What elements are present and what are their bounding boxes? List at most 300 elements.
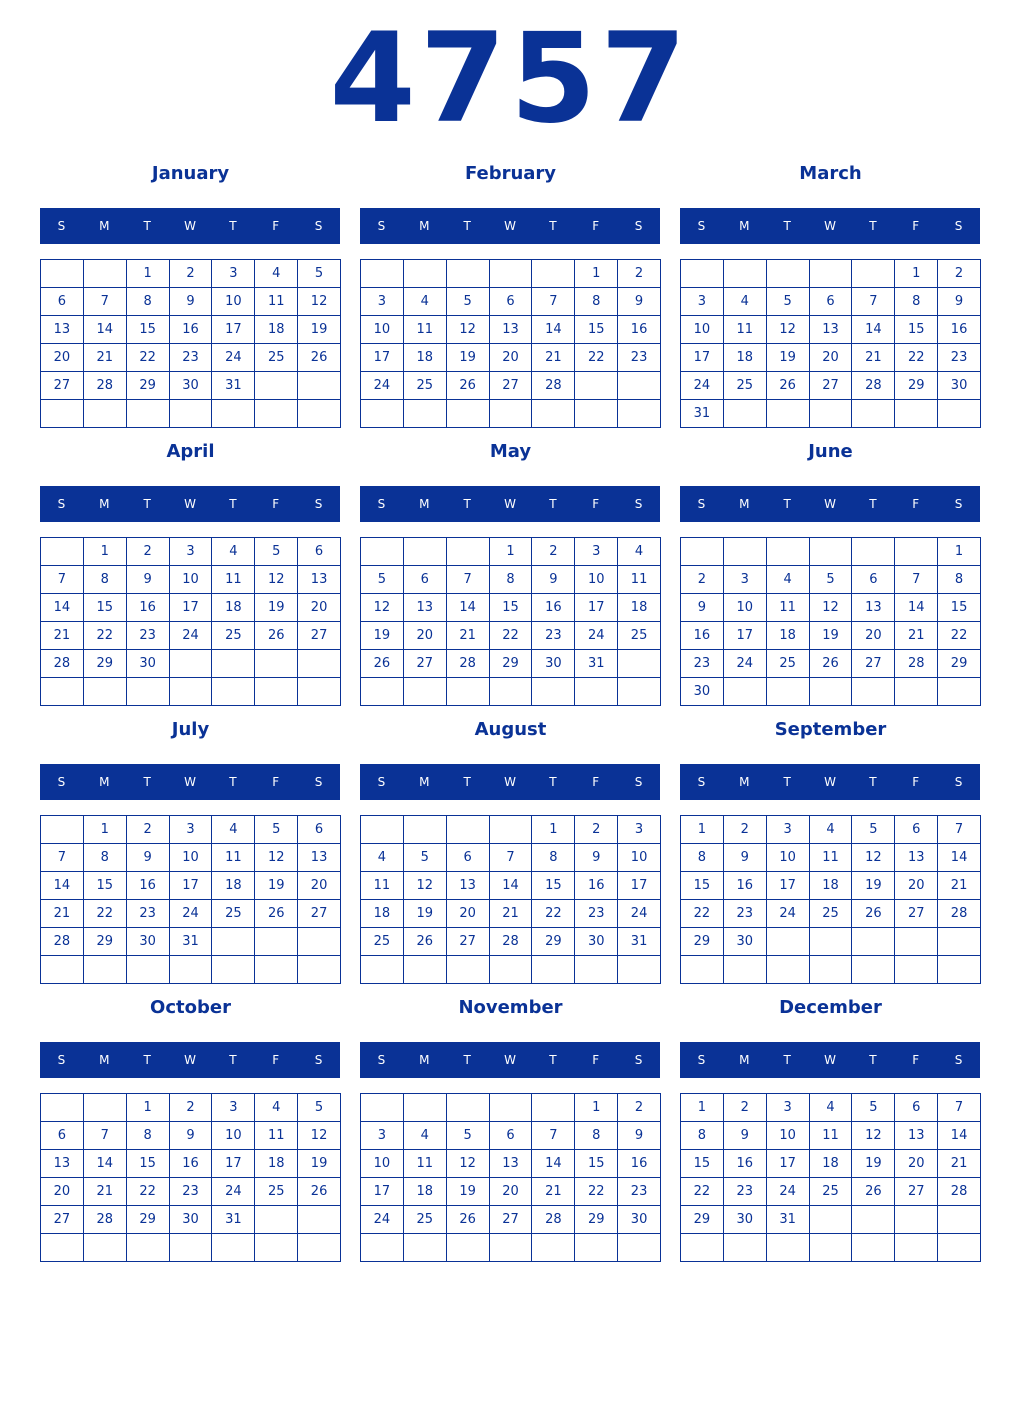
empty-cell [404,400,447,428]
day-grid [40,537,341,706]
day-cell: 23 [681,650,724,678]
weekday-label: W [504,775,516,789]
day-cell: 18 [810,872,853,900]
day-cell: 16 [127,872,170,900]
empty-cell [575,678,618,706]
year-title: 4757 [329,7,691,151]
day-cell: 28 [938,900,981,928]
day-cell: 10 [724,594,767,622]
day-cell: 7 [895,566,938,594]
day-cell: 14 [938,1122,981,1150]
empty-cell [575,372,618,400]
empty-cell [575,956,618,984]
day-cell: 14 [895,594,938,622]
empty-cell [255,678,298,706]
weekday-label: T [463,219,471,233]
day-cell: 24 [212,1178,255,1206]
empty-cell [895,1234,938,1262]
empty-cell [810,956,853,984]
day-cell: 22 [575,1178,618,1206]
day-cell: 4 [212,816,255,844]
empty-cell [810,538,853,566]
day-cell: 22 [938,622,981,650]
weekday-label: F [272,219,280,233]
day-cell: 26 [298,344,341,372]
weekday-label: S [954,1053,963,1067]
day-cell: 9 [618,1122,661,1150]
day-cell: 24 [724,650,767,678]
weekday-label: T [143,1053,151,1067]
weekday-header [360,208,660,244]
day-cell: 16 [724,872,767,900]
day-cell: 23 [127,622,170,650]
month-name: December [779,997,882,1018]
empty-cell [532,678,575,706]
day-cell: 31 [212,372,255,400]
day-cell: 16 [170,1150,213,1178]
empty-cell [41,260,84,288]
day-cell: 1 [84,816,127,844]
day-cell: 13 [41,316,84,344]
empty-cell [127,956,170,984]
day-cell: 30 [681,678,724,706]
day-cell: 14 [532,316,575,344]
day-cell: 29 [681,928,724,956]
day-cell: 13 [404,594,447,622]
day-cell: 4 [767,566,810,594]
weekday-label: T [229,497,237,511]
day-cell: 28 [84,1206,127,1234]
day-cell: 22 [84,900,127,928]
weekday-label: T [869,1053,877,1067]
day-cell: 5 [852,816,895,844]
day-cell: 10 [170,566,213,594]
day-cell: 4 [618,538,661,566]
weekday-label: S [634,775,643,789]
day-cell: 28 [895,650,938,678]
day-cell: 14 [490,872,533,900]
day-cell: 24 [618,900,661,928]
weekday-label: S [634,497,643,511]
empty-cell [212,956,255,984]
empty-cell [361,678,404,706]
empty-cell [724,956,767,984]
day-cell: 19 [255,594,298,622]
empty-cell [255,400,298,428]
weekday-label: T [463,497,471,511]
weekday-label: T [229,775,237,789]
weekday-label: W [824,219,836,233]
day-cell: 18 [767,622,810,650]
day-grid [360,259,661,428]
empty-cell [447,1094,490,1122]
day-cell: 5 [447,288,490,316]
weekday-label: M [99,219,110,233]
day-cell: 21 [532,344,575,372]
day-cell: 22 [575,344,618,372]
day-cell: 13 [852,594,895,622]
day-cell: 30 [170,372,213,400]
day-cell: 8 [127,288,170,316]
day-cell: 12 [298,288,341,316]
day-cell: 29 [895,372,938,400]
day-cell: 1 [895,260,938,288]
day-cell: 8 [127,1122,170,1150]
day-grid [680,1093,981,1262]
day-cell: 31 [681,400,724,428]
empty-cell [298,1234,341,1262]
month-name: March [799,163,862,184]
day-cell: 24 [361,372,404,400]
day-cell: 16 [127,594,170,622]
day-cell: 2 [618,1094,661,1122]
empty-cell [170,956,213,984]
day-cell: 8 [681,844,724,872]
day-cell: 3 [575,538,618,566]
day-cell: 5 [404,844,447,872]
weekday-label: T [143,219,151,233]
day-cell: 10 [767,844,810,872]
empty-cell [490,260,533,288]
day-cell: 25 [255,344,298,372]
day-cell: 23 [127,900,170,928]
day-cell: 6 [404,566,447,594]
empty-cell [84,260,127,288]
empty-cell [810,260,853,288]
day-cell: 6 [41,288,84,316]
day-cell: 1 [490,538,533,566]
day-cell: 20 [895,872,938,900]
weekday-header [40,208,340,244]
day-cell: 18 [255,1150,298,1178]
day-cell: 4 [404,288,447,316]
day-cell: 18 [404,1178,447,1206]
day-cell: 20 [298,594,341,622]
day-cell: 28 [41,650,84,678]
day-cell: 27 [404,650,447,678]
day-cell: 9 [938,288,981,316]
day-cell: 24 [361,1206,404,1234]
day-cell: 4 [404,1122,447,1150]
day-cell: 18 [724,344,767,372]
weekday-label: T [143,497,151,511]
empty-cell [852,678,895,706]
weekday-label: T [549,497,557,511]
day-cell: 8 [575,288,618,316]
day-cell: 2 [127,816,170,844]
empty-cell [810,1234,853,1262]
day-cell: 17 [575,594,618,622]
empty-cell [41,400,84,428]
day-cell: 16 [575,872,618,900]
day-cell: 19 [404,900,447,928]
day-cell: 13 [895,1122,938,1150]
day-cell: 2 [938,260,981,288]
day-cell: 6 [852,566,895,594]
day-cell: 30 [575,928,618,956]
day-cell: 3 [212,1094,255,1122]
weekday-label: M [419,1053,430,1067]
day-cell: 5 [298,260,341,288]
empty-cell [361,1234,404,1262]
day-cell: 26 [767,372,810,400]
day-cell: 4 [255,260,298,288]
day-cell: 29 [490,650,533,678]
empty-cell [767,260,810,288]
empty-cell [490,678,533,706]
day-cell: 6 [298,538,341,566]
empty-cell [532,260,575,288]
weekday-label: M [419,497,430,511]
day-cell: 21 [41,622,84,650]
empty-cell [938,400,981,428]
empty-cell [404,956,447,984]
day-cell: 20 [852,622,895,650]
empty-cell [852,400,895,428]
empty-cell [127,400,170,428]
day-cell: 16 [681,622,724,650]
day-cell: 6 [447,844,490,872]
day-cell: 15 [532,872,575,900]
weekday-label: T [463,1053,471,1067]
empty-cell [404,816,447,844]
day-cell: 18 [212,872,255,900]
empty-cell [724,260,767,288]
day-cell: 11 [212,566,255,594]
weekday-label: T [869,775,877,789]
day-cell: 27 [895,900,938,928]
month-name: September [774,719,887,740]
day-cell: 29 [681,1206,724,1234]
day-cell: 23 [618,344,661,372]
day-cell: 18 [361,900,404,928]
weekday-label: M [419,775,430,789]
weekday-header [360,1042,660,1078]
weekday-header [40,486,340,522]
day-cell: 10 [212,288,255,316]
day-cell: 17 [170,594,213,622]
weekday-label: S [377,1053,386,1067]
day-cell: 18 [810,1150,853,1178]
day-cell: 5 [447,1122,490,1150]
day-cell: 7 [852,288,895,316]
day-cell: 27 [490,1206,533,1234]
empty-cell [361,816,404,844]
day-cell: 12 [852,844,895,872]
day-cell: 2 [618,260,661,288]
day-cell: 17 [618,872,661,900]
day-cell: 2 [532,538,575,566]
weekday-label: S [634,219,643,233]
day-cell: 28 [41,928,84,956]
empty-cell [447,816,490,844]
day-cell: 15 [575,1150,618,1178]
day-cell: 21 [490,900,533,928]
day-cell: 15 [84,594,127,622]
day-cell: 28 [938,1178,981,1206]
empty-cell [490,1094,533,1122]
day-cell: 26 [404,928,447,956]
empty-cell [618,956,661,984]
day-cell: 16 [532,594,575,622]
day-cell: 26 [255,622,298,650]
weekday-label: S [314,775,323,789]
empty-cell [810,928,853,956]
empty-cell [170,650,213,678]
empty-cell [938,1206,981,1234]
day-cell: 19 [447,344,490,372]
weekday-label: S [314,1053,323,1067]
day-cell: 28 [532,1206,575,1234]
empty-cell [84,400,127,428]
month-name: June [808,441,853,462]
weekday-label: T [229,219,237,233]
day-cell: 8 [490,566,533,594]
day-cell: 18 [212,594,255,622]
day-cell: 19 [852,1150,895,1178]
day-cell: 8 [575,1122,618,1150]
day-cell: 11 [767,594,810,622]
day-cell: 26 [852,1178,895,1206]
day-cell: 9 [532,566,575,594]
day-cell: 20 [447,900,490,928]
empty-cell [255,928,298,956]
day-cell: 17 [724,622,767,650]
day-cell: 26 [447,1206,490,1234]
month-name: May [489,441,532,462]
day-cell: 8 [681,1122,724,1150]
weekday-label: M [419,219,430,233]
weekday-header [360,764,660,800]
day-cell: 7 [84,288,127,316]
day-cell: 31 [212,1206,255,1234]
day-cell: 21 [41,900,84,928]
day-grid [680,815,981,984]
empty-cell [447,956,490,984]
day-cell: 10 [170,844,213,872]
month-name: August [474,719,547,740]
day-cell: 19 [298,1150,341,1178]
empty-cell [895,928,938,956]
empty-cell [404,260,447,288]
day-cell: 2 [127,538,170,566]
weekday-label: F [592,775,600,789]
empty-cell [255,372,298,400]
day-cell: 13 [298,566,341,594]
day-cell: 16 [618,316,661,344]
day-cell: 9 [170,288,213,316]
weekday-label: W [824,497,836,511]
day-cell: 12 [361,594,404,622]
empty-cell [361,956,404,984]
empty-cell [938,1234,981,1262]
weekday-label: M [739,219,750,233]
day-cell: 5 [767,288,810,316]
weekday-label: T [783,219,791,233]
empty-cell [490,956,533,984]
day-cell: 6 [41,1122,84,1150]
weekday-label: M [99,497,110,511]
weekday-label: F [592,219,600,233]
empty-cell [852,1206,895,1234]
month-name: July [171,719,210,740]
empty-cell [767,400,810,428]
day-cell: 1 [681,1094,724,1122]
day-cell: 11 [361,872,404,900]
day-cell: 8 [84,844,127,872]
day-cell: 5 [298,1094,341,1122]
empty-cell [532,400,575,428]
day-cell: 23 [938,344,981,372]
empty-cell [618,650,661,678]
day-cell: 26 [810,650,853,678]
day-cell: 26 [447,372,490,400]
day-cell: 4 [212,538,255,566]
weekday-header [40,1042,340,1078]
day-cell: 26 [852,900,895,928]
day-cell: 12 [447,1150,490,1178]
empty-cell [361,538,404,566]
day-cell: 11 [404,316,447,344]
empty-cell [532,1234,575,1262]
weekday-label: F [592,1053,600,1067]
weekday-label: W [184,219,196,233]
day-cell: 22 [84,622,127,650]
weekday-header [680,764,980,800]
empty-cell [575,400,618,428]
day-cell: 23 [724,1178,767,1206]
empty-cell [298,928,341,956]
empty-cell [212,678,255,706]
empty-cell [938,678,981,706]
empty-cell [84,956,127,984]
weekday-label: W [184,775,196,789]
day-grid [360,1093,661,1262]
empty-cell [532,1094,575,1122]
day-cell: 24 [767,900,810,928]
weekday-label: S [634,1053,643,1067]
empty-cell [447,1234,490,1262]
day-cell: 11 [404,1150,447,1178]
day-cell: 4 [724,288,767,316]
day-cell: 25 [618,622,661,650]
day-cell: 5 [361,566,404,594]
day-cell: 11 [810,844,853,872]
empty-cell [212,1234,255,1262]
weekday-label: F [272,497,280,511]
weekday-label: S [697,219,706,233]
day-cell: 9 [724,844,767,872]
empty-cell [767,1234,810,1262]
empty-cell [212,928,255,956]
day-cell: 17 [767,1150,810,1178]
day-cell: 11 [255,1122,298,1150]
day-cell: 31 [170,928,213,956]
day-cell: 10 [212,1122,255,1150]
empty-cell [255,956,298,984]
empty-cell [41,956,84,984]
day-cell: 5 [852,1094,895,1122]
day-cell: 26 [361,650,404,678]
day-cell: 6 [895,816,938,844]
day-cell: 19 [810,622,853,650]
day-cell: 1 [575,1094,618,1122]
day-cell: 17 [170,872,213,900]
day-cell: 19 [447,1178,490,1206]
day-cell: 27 [895,1178,938,1206]
empty-cell [212,400,255,428]
day-cell: 15 [895,316,938,344]
